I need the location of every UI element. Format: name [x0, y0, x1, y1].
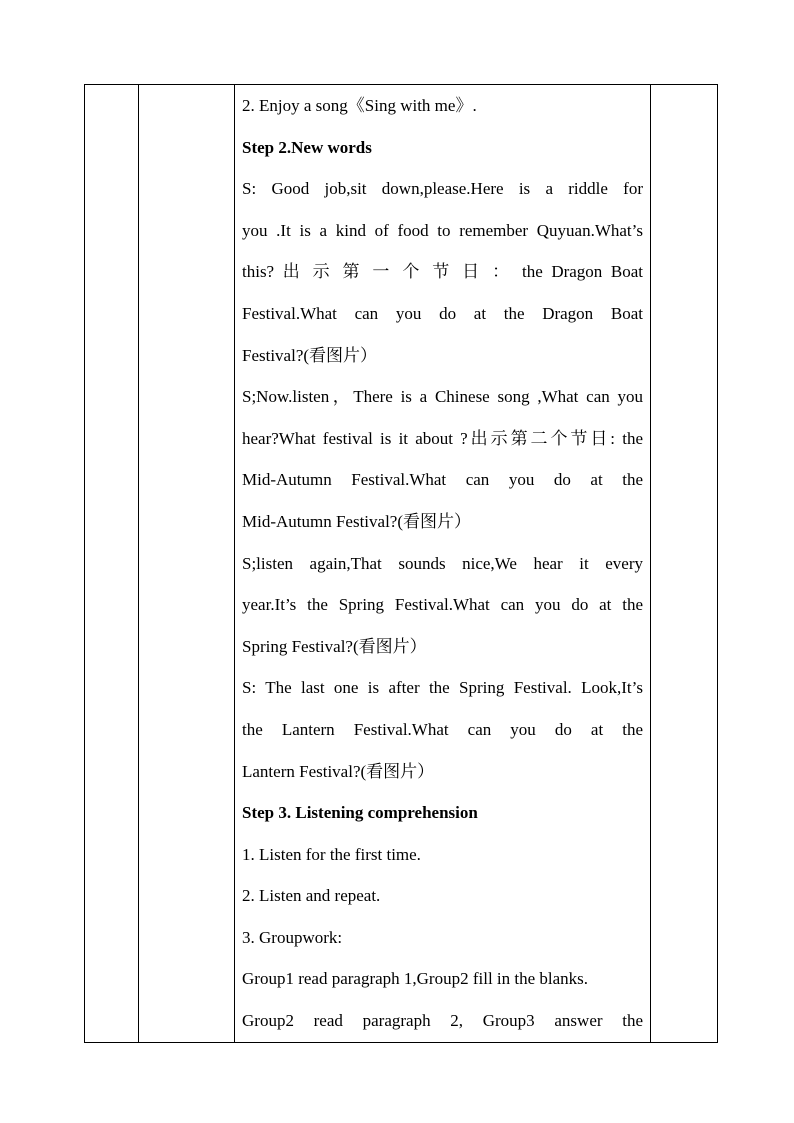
step-heading: Step 3. Listening comprehension [242, 803, 478, 823]
text-line: S;listen again,That sounds nice,We hear it every [242, 553, 643, 573]
text-line: you .It is a kind of food to remember Quyuan.What’s [242, 220, 643, 240]
text-line: Spring Festival?(看图片） [242, 636, 427, 656]
step-heading: Step 2.New words [242, 137, 372, 157]
text-line: hear?What festival is it about ?出示第二个节日: the [242, 428, 643, 448]
text-line: 3. Groupwork: [242, 927, 343, 947]
text-line: Group1 read paragraph 1,Group2 fill in the blanks. [242, 969, 589, 989]
text-line: S: Good job,sit down,please.Here is a riddle for [242, 179, 643, 199]
table-cell-content [235, 85, 651, 1043]
text-line: Festival?(看图片） [242, 345, 378, 365]
lesson-plan-table [84, 84, 718, 1043]
text-line: S;Now.listen，There is a Chinese song ,What can you [242, 387, 643, 407]
text-line: Festival.What can you do at the Dragon Boat [242, 303, 643, 323]
text-line: year.It’s the Spring Festival.What can you do at the [242, 595, 643, 615]
table-row [85, 85, 718, 1043]
text-line: 1. Listen for the first time. [242, 844, 421, 864]
text-line: 2. Listen and repeat. [242, 886, 381, 906]
text-line: Lantern Festival?(看图片） [242, 761, 435, 781]
text-line: Mid-Autumn Festival.What can you do at the [242, 470, 643, 490]
table-cell-blank-4 [651, 85, 718, 1043]
text-line: S: The last one is after the Spring Festival. Look,It’s [242, 678, 643, 698]
text-line: Group2 read paragraph 2, Group3 answer the [242, 1011, 643, 1031]
text-line: the Lantern Festival.What can you do at the [242, 719, 643, 739]
text-line: this? 出 示 第 一 个 节 日 ： the Dragon Boat [242, 262, 643, 282]
text-line: 2. Enjoy a song《Sing with me》. [242, 96, 477, 115]
table-cell-blank-1 [85, 85, 139, 1043]
table-cell-blank-2 [139, 85, 235, 1043]
lesson-content [235, 85, 650, 1042]
text-line: Mid-Autumn Festival?(看图片） [242, 511, 472, 531]
